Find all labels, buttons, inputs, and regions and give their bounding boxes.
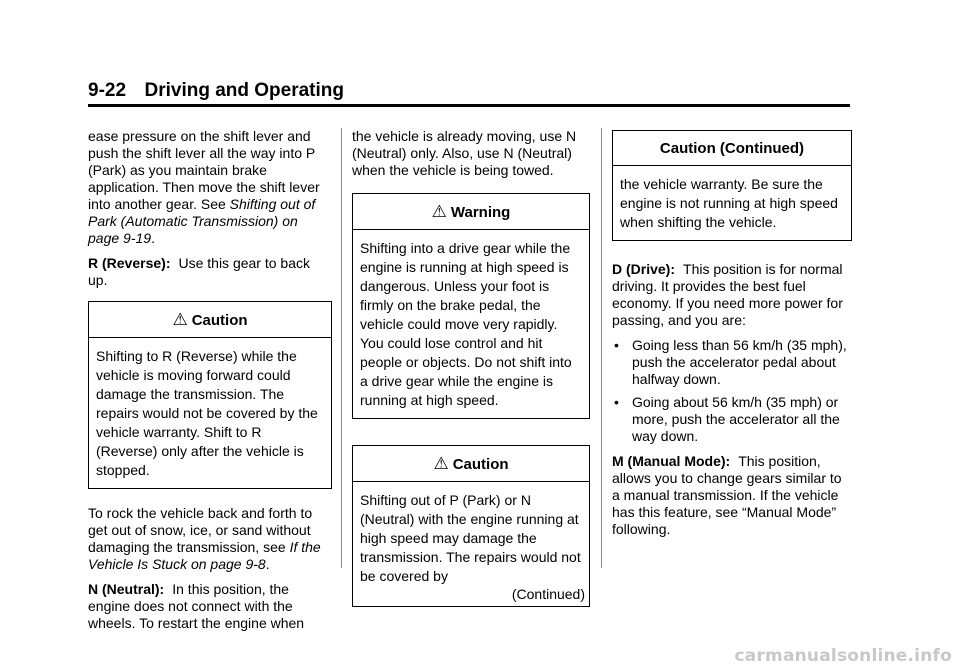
page-header [88,80,850,107]
link-shifting-out-of-park[interactable]: Shifting out of Park (Automatic Transmission) on page 9-19 [88,196,316,246]
page-number: 9-22 [88,80,127,101]
watermark: carmanualsonline.info [734,646,952,666]
warning-box [352,193,590,419]
term-reverse: R (Reverse): [88,255,171,271]
caution-title: ⚠ Caution [353,446,589,482]
warning-title: ⚠ Warning [353,194,589,230]
bullet-icon: • [614,337,619,353]
caution-box-continued [612,130,852,241]
section-title: Driving and Operating [144,80,345,101]
column-divider-1 [341,128,342,568]
paragraph-drive: D (Drive): This position is for normal driving. It provides the best fuel economy. If you need more power for passing, and you are: [612,261,843,328]
column-1 [88,128,332,640]
term-manual-mode: M (Manual Mode): [612,453,731,469]
paragraph-rock-vehicle: To rock the vehicle back and forth to get out of snow, ice, or sand without damaging the transmission, see If the Vehicle Is Stuck on page 9-8. [88,505,321,572]
term-drive: D (Drive): [612,261,676,277]
warning-icon: ⚠ [431,202,447,221]
link-vehicle-stuck[interactable]: If the Vehicle Is Stuck on page 9-8 [88,539,321,572]
caution-box-park [352,445,590,607]
caution-continued-body: the vehicle warranty. Be sure the engine is not running at high speed when shifting the vehicle. [620,176,838,230]
bullet-icon: • [614,394,619,410]
warning-body: Shifting into a drive gear while the engine is running at high speed is dangerous. Unless your foot is firmly on the brake pedal, the vehicle could move very rapidly. You could lose control and hit people or objects. Do not shift into a drive gear while the engine is running at high speed. [360,240,572,408]
paragraph-neutral-cont: the vehicle is already moving, use N (Neutral) only. Also, use N (Neutral) when the vehicle is being towed. [352,128,577,178]
column-2 [352,128,590,607]
continued-label: (Continued) [511,586,585,602]
term-neutral: N (Neutral): [88,581,165,597]
caution-title: ⚠ Caution [89,302,331,338]
paragraph-reverse: R (Reverse): Use this gear to back up. [88,255,310,288]
column-3 [612,128,852,546]
paragraph-shift-park: ease pressure on the shift lever and push the shift lever all the way into P (Park) as you maintain brake application. Then move the shift lever into another gear. See Shifting out of Park (Automatic Transmission) on page 9-19. [88,128,320,246]
caution-continued-title: Caution (Continued) [613,131,851,166]
paragraph-manual-mode: M (Manual Mode): This position, allows you to change gears similar to a manual transmission. If the vehicle has this feature, see “Manual Mode” following. [612,453,842,537]
list-item: • Going about 56 km/h (35 mph) or more, push the accelerator all the way down. [614,394,840,444]
drive-bullet-list [612,337,852,445]
list-item: • Going less than 56 km/h (35 mph), push the accelerator pedal about halfway down. [614,337,847,387]
caution-body: Shifting to R (Reverse) while the vehicle is moving forward could damage the transmission. The repairs would not be covered by the vehicle warranty. Shift to R (Reverse) only after the vehicle is stopped. [96,348,318,478]
caution-icon: ⚠ [172,310,188,329]
caution-box-reverse [88,301,332,489]
paragraph-neutral: N (Neutral): In this position, the engine does not connect with the wheels. To restart the engine when [88,581,305,631]
caution-body: Shifting out of P (Park) or N (Neutral) with the engine running at high speed may damage the transmission. The repairs would not be covered by [360,492,581,584]
caution-icon: ⚠ [433,454,449,473]
column-divider-2 [601,128,602,568]
